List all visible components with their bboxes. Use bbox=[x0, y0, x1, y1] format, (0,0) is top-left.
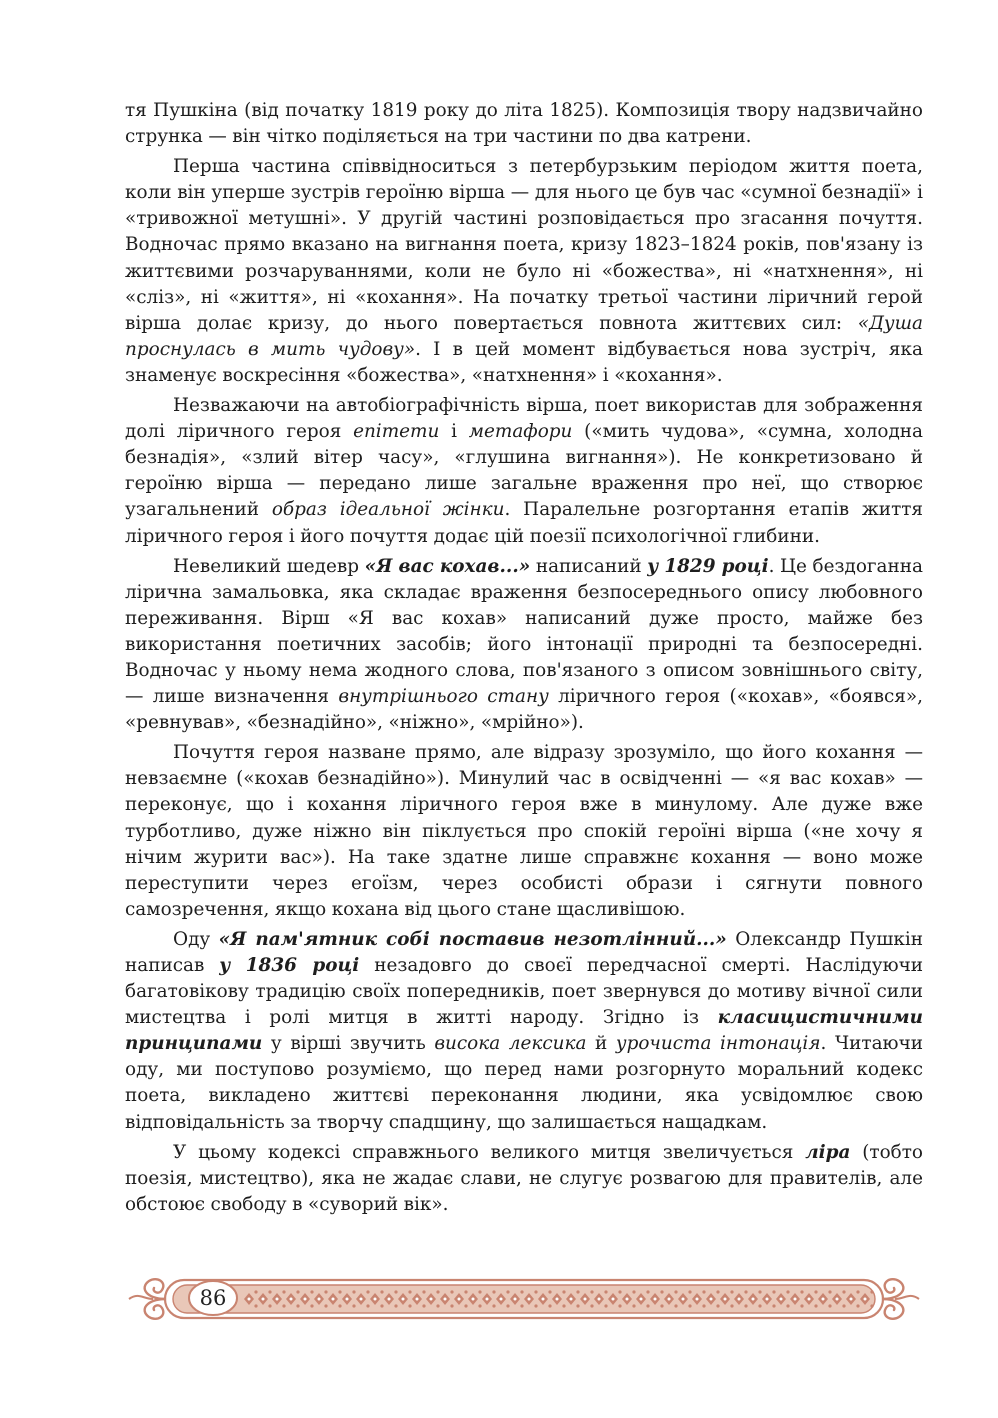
italic-term: «Душа проснулась в мить чудову» bbox=[125, 312, 923, 360]
italic-term: образ ідеальної жінки bbox=[271, 499, 505, 521]
text-run: написаний bbox=[530, 555, 648, 577]
paragraph bbox=[125, 740, 923, 923]
paragraph bbox=[125, 927, 923, 1136]
text-run: ліричного героя («кохав», «боявся», «ревнував», «безнадійно», «ніжно», «мрійно»). bbox=[125, 686, 923, 734]
text-run: Невеликий шедевр bbox=[173, 555, 365, 577]
italic-term: урочиста інтонація bbox=[615, 1033, 821, 1055]
paragraph bbox=[125, 98, 923, 150]
text-run: у вірші звучить bbox=[262, 1033, 435, 1055]
paragraph bbox=[125, 154, 923, 389]
italic-term: внутрішнього стану bbox=[338, 686, 549, 708]
text-run: . Паралельне розгортання етапів життя ліричного героя і його почуття додає цій поезії психологічної глибини. bbox=[125, 499, 924, 547]
emphasis-term: класицистичними принципами bbox=[125, 1007, 923, 1055]
text-run: У цьому кодексі справжнього великого митця звеличується bbox=[173, 1141, 806, 1163]
emphasis-term: ліра bbox=[805, 1141, 851, 1163]
italic-term: епітети bbox=[353, 421, 440, 443]
ornament-band-icon bbox=[125, 1268, 923, 1330]
ornamental-footer bbox=[125, 1268, 923, 1330]
italic-term: висока лексика bbox=[434, 1033, 587, 1055]
body-text bbox=[125, 98, 923, 1218]
text-run: («мить чудова», «сумна, холодна безнадія», «злий вітер часу», «глушина вигнання»). Не конкретизовано й героїню вірша — передано лише загальне враження про неї, що створює узагальнений bbox=[125, 421, 923, 521]
emphasis-term: у 1836 році bbox=[219, 955, 360, 976]
text-run: Почуття героя назване прямо, але відразу зрозуміло, що його кохання — невзаємне («кохав безнадійно»). Минулий час в освідченні — «я вас кохав» — переконує, що і кохання ліричного героя вже в минулому. Але дуже вже турботливо, дуже ніжно він піклується про спокій героїні вірша («не хочу я нічим журити вас»). На таке здатне лише справжнє кохання — воно може переступити через егоїзм, через особисті образи і сягнути повного самозречення, якщо кохана від цього стане щасливішою. bbox=[125, 742, 923, 920]
text-run: Перша частина співвідноситься з петербурзьким періодом життя поета, коли він уперше зустрів героїню вірша — для нього це був час «сумної безнадії» і «тривожної метушні». У другій частині розповідається про згасання почуття. Водночас прямо вказано на вигнання поета, кризу 1823–1824 років, пов'язану із життєвими розчаруваннями, коли не було ні «божества», ні «натхнення», ні «сліз», ні «життя», ні «кохання». На початку третьої частини ліричний герой вірша долає кризу, до нього повертається повнота життєвих сил: bbox=[125, 156, 923, 334]
text-run: Олександр Пушкін написав bbox=[125, 928, 923, 976]
text-run: Оду bbox=[173, 928, 219, 950]
emphasis-term: «Я пам'ятник собі поставив незотлінний...» bbox=[218, 928, 727, 950]
paragraph bbox=[125, 1140, 923, 1218]
text-run: й bbox=[586, 1033, 616, 1055]
page-number: 86 bbox=[199, 1286, 227, 1310]
text-run: . Це бездоганна лірична замальовка, яка складає враження безпосереднього опису любовного переживання. Вірш «Я вас кохав» написаний дуже просто, майже без використання поетичних засобів; його інтонації природні та безпосередні. Водночас у ньому нема жодного слова, пов'язаного з описом зовнішнього світу, — лише визначення bbox=[125, 555, 924, 708]
text-run: (тобто поезія, мистецтво), яка не жадає слави, не слугує розвагою для правителів, але обстоює свободу в «суворий вік». bbox=[125, 1141, 923, 1215]
text-run: . Читаючи оду, ми поступово розуміємо, що перед нами розгорнуто моральний кодекс поета, викладено життєві переконання людини, яка усвідомлює свою відповідальність за творчу спадщину, що залишається нащадкам. bbox=[125, 1033, 923, 1133]
text-run: незадовго до своєї передчасної смерті. Наслідуючи багатовікову традицію своїх попередників, поет звернувся до мотиву вічної сили мистецтва і ролі митця в житті народу. Згідно із bbox=[125, 955, 923, 1029]
text-run: тя Пушкіна (від початку 1819 року до літа 1825). Композиція твору надзвичайно струнка — він чітко поділяється на три частини по два катрени. bbox=[125, 100, 923, 148]
emphasis-term: у 1829 році bbox=[647, 555, 769, 577]
emphasis-term: «Я вас кохав...» bbox=[364, 555, 531, 577]
paragraph bbox=[125, 393, 923, 550]
text-run: і bbox=[439, 421, 469, 443]
paragraph bbox=[125, 554, 923, 737]
text-run: Незважаючи на автобіографічність вірша, поет використав для зображення долі ліричного героя bbox=[125, 395, 923, 443]
italic-term: метафори bbox=[468, 421, 573, 443]
text-run: . І в цей момент відбувається нова зустріч, яка знаменує воскресіння «божества», «натхнення» і «кохання». bbox=[125, 338, 923, 386]
